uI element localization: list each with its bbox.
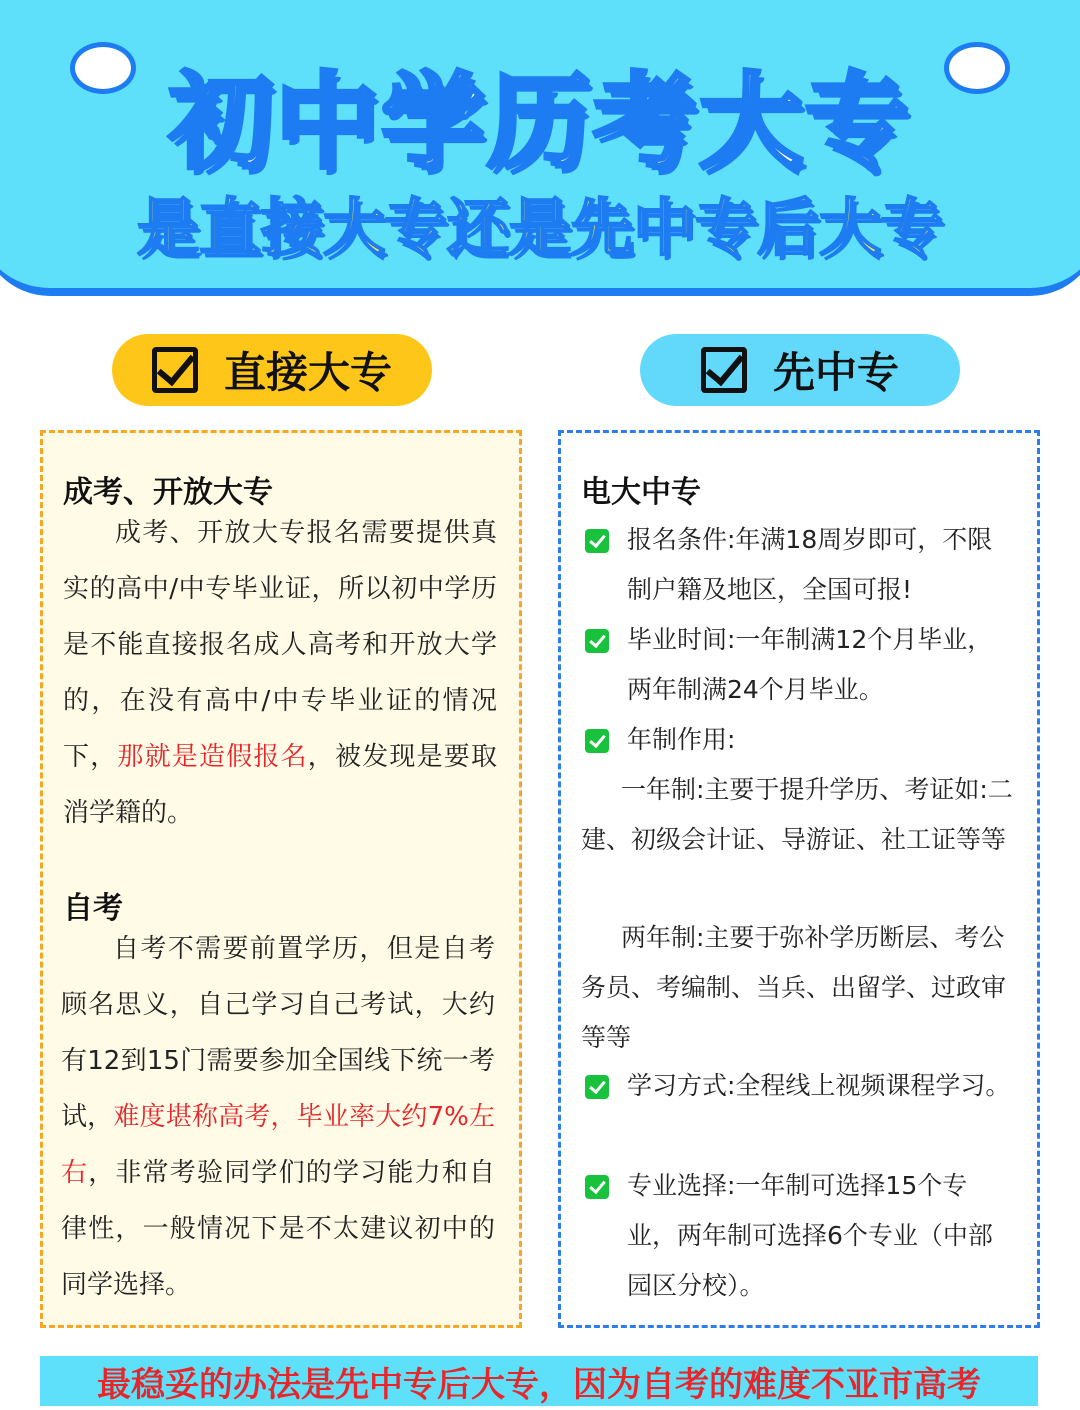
section-heading-adult-exam: 成考、开放大专 [63,475,273,510]
green-check-icon [585,629,609,653]
list-item-purpose [585,715,1017,765]
pill-secondary-first-label: 先中专 [772,348,899,397]
section-text-self-exam [61,921,495,1313]
section-heading-self-exam: 自考 [63,891,123,926]
section-text-adult-exam [63,505,497,841]
page-subtitle: 是直接大专还是先中专后大专 [136,191,943,264]
pill-direct-college-label: 直接大专 [223,348,392,397]
list-item-enrollment [585,515,1017,615]
list-item-text: 年制作用: [627,725,736,754]
text-segment: ，非常考验同学们的学习能力和自律性，一般情况下是不太建议初中的同学选择。 [61,1158,495,1300]
text-segment: 成考、开放大专报名需要提供真实的高中/中专毕业证，所以初中学历是不能直接报名成人高考和开放大学的，在没有高中/中专毕业证的情况下， [63,518,497,772]
green-check-icon [585,1075,609,1099]
pill-secondary-first [640,334,960,406]
list-item-graduation [585,615,1017,715]
list-item-text: 报名条件:年满18周岁即可，不限制户籍及地区，全国可报! [627,525,993,604]
text-segment: 自考不需要前置学历，但是自考顾名思义，自己学习自己考试，大约有12到15门需要参加全国线下统一考试， [61,934,495,1132]
list-item-text: 毕业时间:一年制满12个月毕业，两年制满24个月毕业。 [627,625,993,704]
green-check-icon [585,529,609,553]
highlight-text: 难度堪称高考，毕业率大约7%左右 [61,1102,495,1188]
checkbox-icon [701,347,747,393]
green-check-icon [585,729,609,753]
footer-banner: 最稳妥的办法是先中专后大专，因为自考的难度不亚市高考 [40,1356,1038,1406]
list-item-text: 专业选择:一年制可选择15个专业，两年制可选择6个专业（中部园区分校）。 [627,1171,993,1300]
pill-direct-college [112,334,432,406]
right-panel [558,430,1040,1328]
green-check-icon [585,1175,609,1199]
purpose-one-year: 一年制:主要于提升学历、考证如:二建、初级会计证、导游证、社工证等等 [581,775,1013,854]
list-item-major [585,1161,1017,1311]
text-segment: ，被发现是要取消学籍的。 [63,742,497,828]
purpose-two-year: 两年制:主要于弥补学历断层、考公务员、考编制、当兵、出留学、过政审等等 [581,923,1007,1052]
left-panel [40,430,522,1328]
page-title: 初中学历考大专 [168,61,911,183]
highlight-text: 那就是造假报名 [117,742,308,772]
checkbox-icon [152,347,198,393]
list-item-study-method [585,1061,1017,1111]
section-heading-tvu-secondary: 电大中专 [581,475,701,510]
list-item-text: 学习方式:全程线上视频课程学习。 [627,1071,1011,1100]
